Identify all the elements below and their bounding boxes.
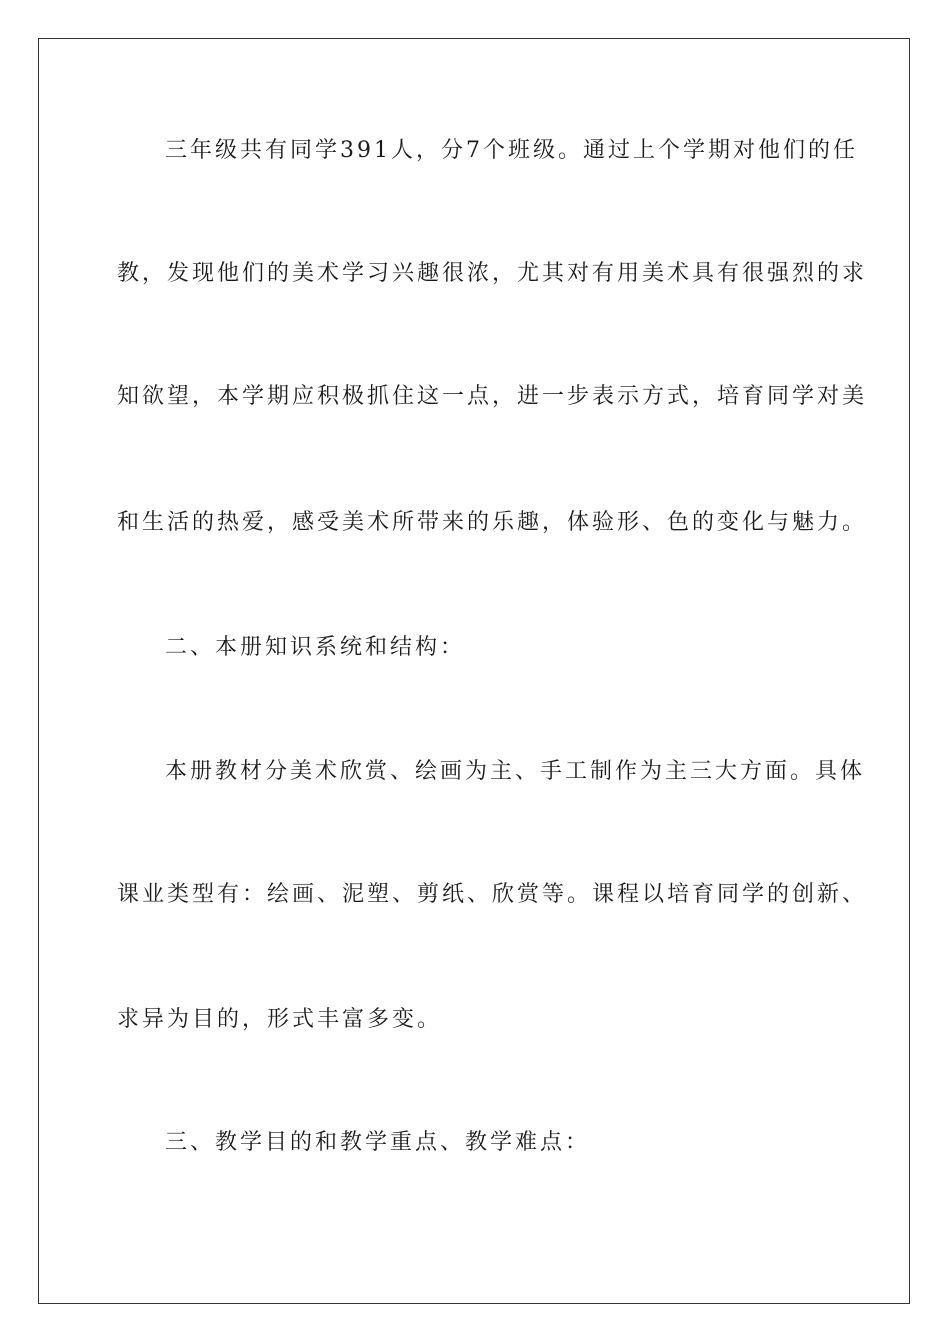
- paragraph-1-line-3: 知欲望，本学期应积极抓住这一点，进一步表示方式，培育同学对美: [117, 384, 868, 409]
- paragraph-2-line-3: 求异为目的，形式丰富多变。: [117, 1007, 443, 1032]
- page-border: [38, 38, 910, 1304]
- paragraph-1-line-1: 三年级共有同学391人，分7个班级。通过上个学期对他们的任: [165, 138, 858, 163]
- paragraph-2-line-1: 本册教材分美术欣赏、绘画为主、手工制作为主三大方面。具体: [165, 759, 866, 784]
- paragraph-1-line-4: 和生活的热爱，感受美术所带来的乐趣，体验形、色的变化与魅力。: [117, 510, 868, 535]
- paragraph-1-line-2: 教，发现他们的美术学习兴趣很浓，尤其对有用美术具有很强烈的求: [117, 261, 868, 286]
- section-heading-2: 二、本册知识系统和结构：: [165, 635, 466, 660]
- paragraph-2-line-2: 课业类型有：绘画、泥塑、剪纸、欣赏等。课程以培育同学的创新、: [117, 882, 868, 907]
- section-heading-3: 三、教学目的和教学重点、教学难点：: [165, 1130, 591, 1155]
